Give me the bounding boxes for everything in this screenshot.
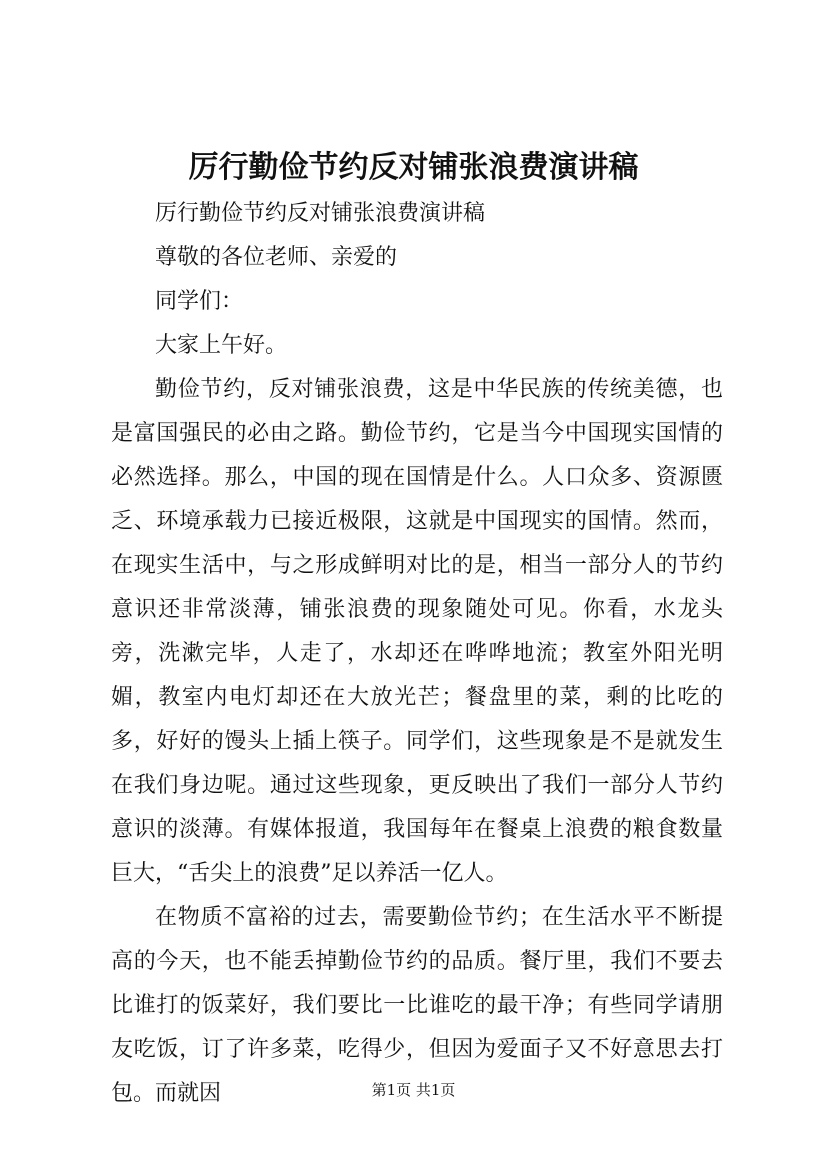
paragraph-subtitle: 厉行勤俭节约反对铺张浪费演讲稿	[155, 201, 486, 226]
paragraph-body: 在物质不富裕的过去，需要勤俭节约；在生活水平不断提高的今天，也不能丢掉勤俭节约的品质。餐厅里，我们不要去比谁打的饭菜好，我们要比一比谁吃的最干净；有些同学请朋友吃饭，订了许多菜，吃得少，但因为爱面子又不好意思去打包。而就因	[111, 905, 723, 1106]
paragraph-salutation: 尊敬的各位老师、亲爱的	[155, 245, 398, 270]
page-footer: 第1页 共1页	[371, 1081, 456, 1099]
paragraph-body: 勤俭节约，反对铺张浪费，这是中华民族的传统美德，也是富国强民的必由之路。勤俭节约，它是当今中国现实国情的必然选择。那么，中国的现在国情是什么。人口众多、资源匮乏、环境承载力已接近极限，这就是中国现实的国情。然而，在现实生活中，与之形成鲜明对比的是，相当一部分人的节约意识还非常淡薄，铺张浪费的现象随处可见。你看，水龙头旁，洗漱完毕，人走了，水却还在哗哗地流；教室外阳光明媚，教室内电灯却还在大放光芒；餐盘里的菜，剩的比吃的多，好好的馒头上插上筷子。同学们，这些现象是不是就发生在我们身边呢。通过这些现象，更反映出了我们一部分人节约意识的淡薄。有媒体报道，我国每年在餐桌上浪费的粮食数量巨大，“舌尖上的浪费”足以养活一亿人。	[111, 377, 723, 886]
document-title: 厉行勤俭节约反对铺张浪费演讲稿	[188, 150, 639, 185]
document-body	[111, 192, 723, 1116]
paragraph-salutation-cont: 同学们：	[155, 289, 244, 314]
paragraph-greeting: 大家上午好。	[155, 333, 288, 358]
